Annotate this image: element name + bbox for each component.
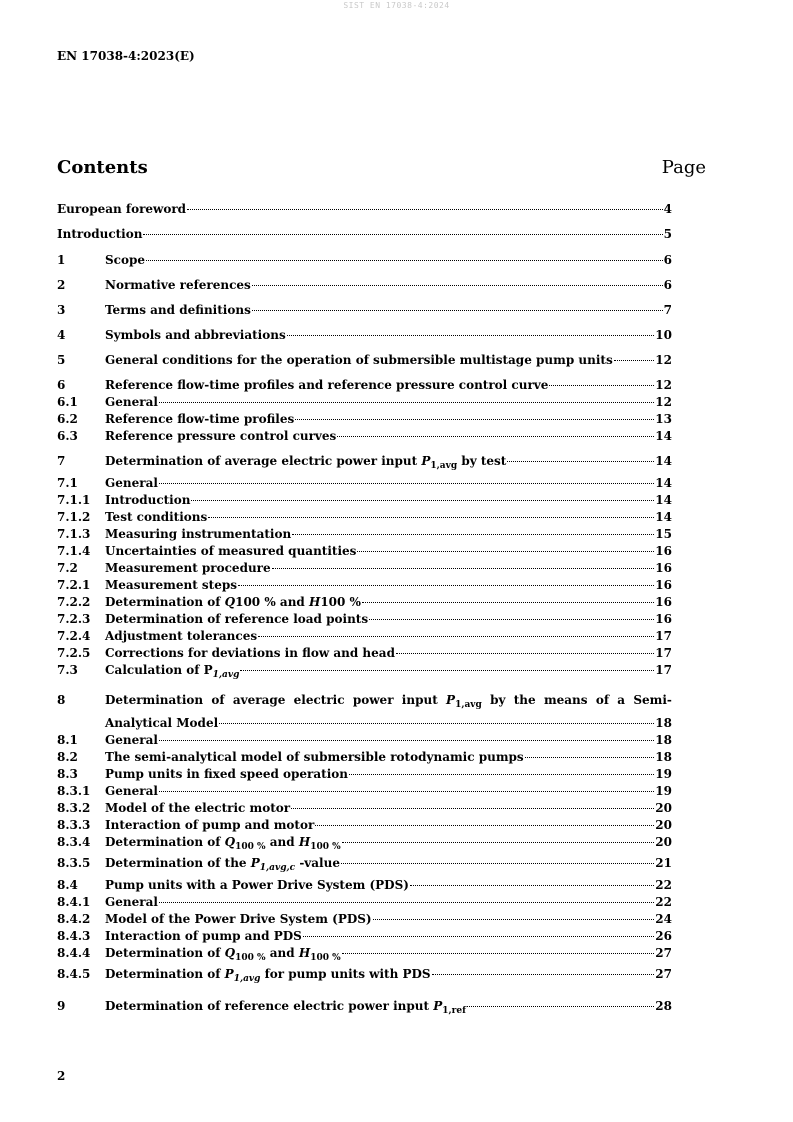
toc-entry-7-1-2[interactable]	[57, 509, 672, 526]
dot-leader	[549, 385, 654, 386]
toc-entry-7-1-1[interactable]	[57, 492, 672, 509]
toc-entry-6[interactable]	[57, 377, 672, 394]
toc-entry-number: 2	[57, 278, 66, 292]
toc-entry-3[interactable]	[57, 302, 672, 319]
toc-entry-number: 7.2.5	[57, 646, 91, 660]
page-number: 2	[57, 1069, 66, 1083]
toc-entry-page: 20	[655, 801, 672, 815]
toc-entry-7-2-2[interactable]	[57, 594, 672, 611]
dot-leader	[252, 310, 663, 311]
dot-leader	[238, 585, 654, 586]
toc-entry-title: Determination of average electric power input $P_{1,avg}$ by test	[105, 454, 507, 471]
toc-entry-number: 8.3	[57, 767, 78, 781]
toc-entry-8-3[interactable]	[57, 766, 672, 783]
dot-leader	[252, 285, 663, 286]
toc-entry-title: Determination of reference load points	[105, 612, 369, 626]
toc-entry-1[interactable]	[57, 252, 672, 269]
toc-entry-number: 8.3.1	[57, 784, 91, 798]
dot-leader	[272, 568, 655, 569]
toc-entry-page: 12	[655, 378, 672, 392]
toc-entry-number: 5	[57, 353, 66, 367]
toc-entry-title: General	[105, 733, 158, 747]
toc-entry-title: Terms and definitions	[105, 303, 251, 317]
toc-entry-7-2-4[interactable]	[57, 628, 672, 645]
toc-entry-number: 8.3.4	[57, 835, 91, 849]
toc-entry-number: 8.4.5	[57, 967, 91, 981]
toc-entry-page: 16	[655, 561, 672, 575]
dot-leader	[258, 636, 654, 637]
dot-leader	[159, 902, 654, 903]
toc-entry-title: Calculation of $P_{1,avg}$	[105, 663, 240, 680]
toc-entry-title: Measurement procedure	[105, 561, 271, 575]
toc-entry-8-4-5[interactable]	[57, 966, 672, 983]
toc-entry-2[interactable]	[57, 277, 672, 294]
toc-entry-title-line-1: Determination of average electric power input $P_{1,avg}$ by the means of a Semi-	[105, 693, 672, 710]
toc-entry-title: General	[105, 395, 158, 409]
toc-entry-introduction[interactable]	[57, 226, 672, 243]
toc-entry-page: 10	[655, 328, 672, 342]
dot-leader	[191, 500, 654, 501]
dot-leader	[396, 653, 654, 654]
dot-leader	[159, 402, 654, 403]
toc-entry-number: 1	[57, 253, 66, 267]
toc-entry-page: 18	[655, 733, 672, 747]
dot-leader	[219, 723, 654, 724]
toc-entry-8-4-2[interactable]	[57, 911, 672, 928]
toc-entry-8-2[interactable]	[57, 749, 672, 766]
toc-entry-8-3-5[interactable]	[57, 855, 672, 872]
dot-leader	[146, 260, 663, 261]
dot-leader	[159, 791, 654, 792]
toc-entry-4[interactable]	[57, 327, 672, 344]
toc-entry-title: Pump units in fixed speed operation	[105, 767, 348, 781]
dot-leader	[342, 842, 655, 843]
toc-entry-page: 4	[663, 202, 672, 216]
toc-entry-5[interactable]	[57, 352, 672, 369]
toc-entry-title: General	[105, 895, 158, 909]
toc-entry-number: 6	[57, 378, 66, 392]
dot-leader	[292, 534, 654, 535]
toc-entry-page: 22	[655, 878, 672, 892]
toc-entry-number: 7.2.4	[57, 629, 91, 643]
toc-entry-6-2[interactable]	[57, 411, 672, 428]
toc-entry-page: 14	[655, 510, 672, 524]
dot-leader	[525, 757, 655, 758]
toc-entry-page: 12	[655, 353, 672, 367]
toc-entry-number: 8	[57, 693, 66, 707]
dot-leader	[143, 234, 662, 235]
document-id: EN 17038-4:2023(E)	[57, 49, 195, 63]
toc-entry-page: 22	[655, 895, 672, 909]
toc-entry-title: Determination of $Q_{100 \%}$ and $H_{100 \%}$	[105, 946, 341, 963]
dot-leader	[303, 936, 654, 937]
toc-entry-page: 27	[655, 967, 672, 981]
toc-entry-title: General conditions for the operation of submersible multistage pump units	[105, 353, 613, 367]
toc-entry-title: Corrections for deviations in flow and head	[105, 646, 395, 660]
toc-entry-title: Determination of $Q_{100 \%}$ and $H_{100 \%}$	[105, 835, 341, 852]
toc-entry-page: 15	[655, 527, 672, 541]
toc-entry-title: Symbols and abbreviations	[105, 328, 286, 342]
toc-entry-number: 4	[57, 328, 66, 342]
toc-entry-title: Interaction of pump and PDS	[105, 929, 302, 943]
toc-entry-title: General	[105, 784, 158, 798]
toc-entry-title: Determination of reference electric power input $P_{1,ref}$	[105, 999, 467, 1016]
dot-leader	[614, 360, 655, 361]
toc-entry-title: Test conditions	[105, 510, 208, 524]
toc-entry-number: 8.3.3	[57, 818, 91, 832]
toc-entry-page: 19	[655, 784, 672, 798]
dot-leader	[159, 483, 654, 484]
toc-entry-page: 12	[655, 395, 672, 409]
toc-entry-number: 6.1	[57, 395, 78, 409]
toc-entry-number: 8.4.2	[57, 912, 91, 926]
toc-entry-number: 8.4.1	[57, 895, 91, 909]
toc-entry-6-1[interactable]	[57, 394, 672, 411]
toc-entry-title: The semi-analytical model of submersible rotodynamic pumps	[105, 750, 524, 764]
contents-title: Contents	[57, 157, 148, 178]
toc-entry-title: Reference pressure control curves	[105, 429, 337, 443]
toc-entry-title: European foreword	[57, 202, 187, 216]
toc-entry-title: Model of the Power Drive System (PDS)	[105, 912, 372, 926]
toc-entry-page: 26	[655, 929, 672, 943]
toc-entry-page: 17	[655, 646, 672, 660]
toc-entry-8-continued[interactable]	[57, 715, 672, 732]
toc-entry-page: 28	[655, 999, 672, 1013]
toc-entry-title: Introduction	[105, 493, 191, 507]
toc-entry-title: Analytical Model	[105, 716, 219, 730]
toc-entry-number: 7.1.2	[57, 510, 91, 524]
toc-entry-page: 6	[663, 278, 672, 292]
toc-entry-8-4-1[interactable]	[57, 894, 672, 911]
toc-entry-number: 7.2.3	[57, 612, 91, 626]
toc-entry-title: Model of the electric motor	[105, 801, 291, 815]
toc-entry-page: 17	[655, 663, 672, 677]
toc-entry-page: 13	[655, 412, 672, 426]
toc-entry-number: 8.2	[57, 750, 78, 764]
toc-entry-title: Adjustment tolerances	[105, 629, 258, 643]
dot-leader	[342, 953, 655, 954]
dot-leader	[287, 335, 655, 336]
dot-leader	[507, 461, 654, 462]
toc-entry-title: General	[105, 476, 158, 490]
toc-entry-number: 7.2.2	[57, 595, 91, 609]
toc-entry-8-4-4[interactable]	[57, 945, 672, 962]
toc-entry-7-1-4[interactable]	[57, 543, 672, 560]
toc-entry-8-3-4[interactable]	[57, 834, 672, 851]
toc-entry-page: 19	[655, 767, 672, 781]
dot-leader	[337, 436, 654, 437]
toc-entry-number: 7.1.1	[57, 493, 91, 507]
toc-entry-page: 20	[655, 818, 672, 832]
toc-entry-7-2-1[interactable]	[57, 577, 672, 594]
toc-entry-page: 16	[655, 612, 672, 626]
page-column-label: Page	[661, 157, 706, 178]
toc-entry-page: 21	[655, 856, 672, 870]
toc-entry-number: 7.2.1	[57, 578, 91, 592]
toc-entry-page: 14	[655, 476, 672, 490]
toc-entry-number: 8.4.4	[57, 946, 91, 960]
toc-entry-page: 14	[655, 493, 672, 507]
toc-entry-number: 7.1	[57, 476, 78, 490]
toc-entry-page: 18	[655, 750, 672, 764]
toc-entry-9[interactable]	[57, 998, 672, 1015]
toc-entry-title: Reference flow-time profiles and reference pressure control curve	[105, 378, 549, 392]
toc-entry-7-1[interactable]	[57, 475, 672, 492]
dot-leader	[295, 419, 654, 420]
toc-entry-page: 14	[655, 429, 672, 443]
toc-entry-page: 17	[655, 629, 672, 643]
toc-entry-title: Normative references	[105, 278, 251, 292]
toc-entry-title: Determination of the $P_{1,avg,c}$ -value	[105, 856, 340, 873]
toc-entry-number: 9	[57, 999, 66, 1013]
toc-entry-page: 5	[663, 227, 672, 241]
toc-entry-7[interactable]	[57, 453, 672, 470]
dot-leader	[432, 974, 655, 975]
toc-entry-number: 3	[57, 303, 66, 317]
toc-entry-8-3-3[interactable]	[57, 817, 672, 834]
contents-header	[57, 157, 706, 181]
dot-leader	[208, 517, 654, 518]
toc-entry-number: 8.3.2	[57, 801, 91, 815]
toc-entry-page: 20	[655, 835, 672, 849]
toc-entry-page: 7	[663, 303, 672, 317]
toc-entry-number: 8.4	[57, 878, 78, 892]
toc-entry-title: Scope	[105, 253, 146, 267]
toc-entry-title: Uncertainties of measured quantities	[105, 544, 357, 558]
dot-leader	[240, 670, 654, 671]
toc-entry-6-3[interactable]	[57, 428, 672, 445]
dot-leader	[467, 1006, 654, 1007]
toc-entry-title: Reference flow-time profiles	[105, 412, 295, 426]
toc-entry-7-2-5[interactable]	[57, 645, 672, 662]
toc-entry-8-4[interactable]	[57, 877, 672, 894]
dot-leader	[349, 774, 654, 775]
toc-entry-title: Interaction of pump and motor	[105, 818, 315, 832]
dot-leader	[357, 551, 654, 552]
toc-entry-8-1[interactable]	[57, 732, 672, 749]
toc-entry-number: 8.3.5	[57, 856, 91, 870]
toc-entry-page: 18	[655, 716, 672, 730]
dot-leader	[341, 863, 654, 864]
toc-entry-page: 14	[655, 454, 672, 468]
dot-leader	[291, 808, 654, 809]
dot-leader	[362, 602, 654, 603]
toc-entry-page: 27	[655, 946, 672, 960]
dot-leader	[410, 885, 654, 886]
toc-entry-title: Measuring instrumentation	[105, 527, 292, 541]
toc-entry-7-2-3[interactable]	[57, 611, 672, 628]
toc-entry-title: Measurement steps	[105, 578, 237, 592]
toc-entry-8-4-3[interactable]	[57, 928, 672, 945]
toc-entry-number: 7.3	[57, 663, 78, 677]
toc-entry-7-1-3[interactable]	[57, 526, 672, 543]
toc-entry-number: 6.3	[57, 429, 78, 443]
toc-entry-title: Determination of Q100 % and H100 %	[105, 595, 361, 609]
toc-entry-page: 16	[655, 544, 672, 558]
toc-entry-european-foreword[interactable]	[57, 201, 672, 218]
toc-entry-7-3[interactable]	[57, 662, 672, 679]
dot-leader	[369, 619, 654, 620]
toc-entry-number: 6.2	[57, 412, 78, 426]
toc-entry-page: 24	[655, 912, 672, 926]
toc-entry-7-2[interactable]	[57, 560, 672, 577]
toc-entry-number: 7.1.4	[57, 544, 91, 558]
toc-entry-title: Introduction	[57, 227, 143, 241]
toc-entry-number: 8.4.3	[57, 929, 91, 943]
dot-leader	[187, 209, 663, 210]
toc-entry-8-3-1[interactable]	[57, 783, 672, 800]
toc-entry-number: 7	[57, 454, 66, 468]
toc-entry-number: 7.1.3	[57, 527, 91, 541]
toc-entry-page: 16	[655, 578, 672, 592]
watermark: SIST EN 17038-4:2024	[343, 1, 450, 10]
toc-entry-number: 7.2	[57, 561, 78, 575]
toc-entry-page: 16	[655, 595, 672, 609]
dot-leader	[373, 919, 655, 920]
toc-entry-title: Determination of $P_{1,avg}$ for pump units with PDS	[105, 967, 431, 984]
dot-leader	[315, 825, 654, 826]
toc-entry-number: 8.1	[57, 733, 78, 747]
dot-leader	[159, 740, 654, 741]
toc-entry-8[interactable]	[57, 692, 672, 709]
toc-entry-page: 6	[663, 253, 672, 267]
toc-entry-8-3-2[interactable]	[57, 800, 672, 817]
toc-entry-title: Pump units with a Power Drive System (PDS)	[105, 878, 409, 892]
